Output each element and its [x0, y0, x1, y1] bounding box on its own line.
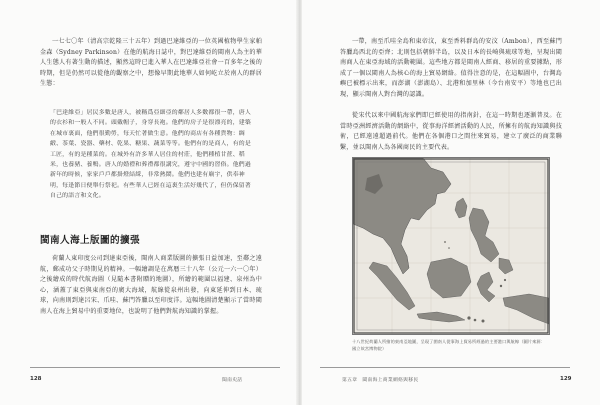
right-second-paragraph: 從宋代以來中國航海家們即已經使用的指南針，在這一時期也逐漸普及。在當時亞洲經濟活動的網絡中，從事海洋經濟活動的人民，所擁有的航海知識與技術，已經遠遠超過前代。他們在各個港口之間往來貿易，建立了廣泛的商業聯繫，並以閩南人為各國商民的主要代表。 — [340, 112, 562, 151]
left-page — [0, 0, 298, 405]
footer-rule — [320, 367, 570, 368]
map-caption: 十八世紀荷蘭人所繪的東南亞地圖，呈現了閩南人從事海上貿易所經過的主要港口與航線（圖片來源：國立故宮博物院） — [352, 339, 545, 351]
intro-paragraph: 一七七〇年（清高宗乾隆三十五年）到過巴達維亞的一位英國植物學生家帕金森（Sydney Parkinson）在他的航海日誌中，對巴達維亞的閩南人為主的華人生態人有著生動的描述，顯然這時已進入華人在巴達維亞社會一百多年之後的時期，但是仍然可以從他的觀察之中，想像早期此地華人如何屹立於南人的群居生態： — [40, 38, 262, 88]
section-paragraph: 荷蘭人東印度公司到達東亞後，閩南人商業版圖的擴張日益加速，至鄰之遠航，郵成功父子時期見的精神。一幅繪調是在萬曆三十八年（公元一六一〇年）之後繪成的時代航海圖（見隨本書附贈的地圖），所繪的範圍以福建、泉州為中心，涵蓋了東亞與東南亞的廣大海域，航線從泉州出發，向東延伸到日本、琉球，向南則到達呂宋、爪哇、蘇門答臘以至印度洋。這幅地圖清楚顯示了當時閩南人在海上貿易中的重要地位，也說明了他們對航海知識的掌握。 — [40, 255, 262, 315]
running-head: 閩南史話 — [222, 378, 243, 383]
section-heading: 閩南人海上版圖的擴張 — [40, 235, 140, 246]
map-illustration — [353, 158, 549, 334]
right-top-paragraph: 一帶，南至爪哇全島和東帝汶，東至香料群島的安汶（Ambon），西至蘇門答臘島西北的亞齊；北則包括朝鮮半島，以及日本的長崎與琉球等地，呈現出閩南商人在東亞海域的活動範圍。這些地方都是閩南人經商、移居的重要據點，形成了一個以閩南人為核心的海上貿易網絡。值得注意的是，在這幅圖中，台灣島嶼已被標示出來，而澎湖（澎湖島）、北港和加里林（今台南安平）等地也已出現，顯示閩南人對台灣的認識。 — [340, 38, 562, 98]
historical-map — [352, 157, 550, 335]
running-head: 第五章 閩南海上商業網絡與移民 — [342, 378, 419, 383]
block-quote: 「巴達維亞」居民多數是唐人，被稱爲亞細亞的鄰居人多數都很一帶，唐人的衣衫和一般人不同。頭戴帽子，身穿長袍。他們的房子是很漂亮的，建築在城市裏面，他們很勤勞，每天忙著做生意。他們的商店有各種貨物：綢緞、茶葉、瓷器、藥材、乾果、糖果、蔬菜等等。他們有的是商人，有的是工匠，有的是種菜的。在城外有許多華人居住的村莊，他們種植甘蔗、稻米，也養豬、養鴨。唐人的婚禮和葬禮都很講究，遵守中國的習俗。他們過新年的時候，家家戶戶都掛燈結綵，非常熱鬧。他們也建有廟宇，供奉神明，每逢節日便舉行祭祀。有些華人已經在這裏生活好幾代了，但仍保留著自己的語言和文化。 — [50, 110, 251, 200]
footer-rule — [30, 367, 280, 368]
page-number: 128 — [30, 376, 42, 382]
page-number: 129 — [560, 376, 572, 382]
